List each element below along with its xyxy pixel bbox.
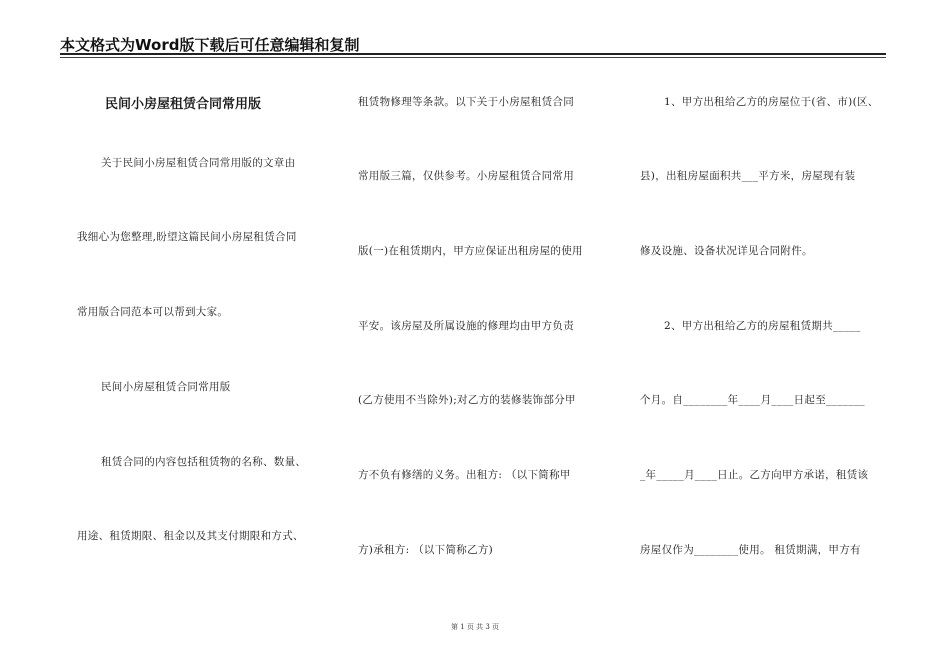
- page-number: 第 1 页 共 3 页: [450, 623, 500, 631]
- paragraph-line: 版(一)在租赁期内，甲方应保证出租房屋的使用: [358, 245, 583, 257]
- paragraph-line: 用途、租赁期限、租金以及其支付期限和方式、: [77, 530, 304, 542]
- paragraph-line: 平安。该房屋及所属设施的修理均由甲方负责: [358, 320, 574, 332]
- paragraph-line: 方)承租方: （以下简称乙方): [358, 544, 494, 556]
- document-title: 民间小房屋租赁合同常用版: [105, 97, 262, 112]
- section-heading: 民间小房屋租赁合同常用版: [101, 381, 231, 393]
- paragraph-line: 个月。自________年____月____日起至_______: [640, 394, 865, 406]
- paragraph-line: 县)，出租房屋面积共___平方米，房屋现有装: [640, 170, 856, 182]
- paragraph-line: _年_____月____日止。乙方向甲方承诺，租赁该: [640, 469, 869, 481]
- paragraph-line: 方不负有修缮的义务。出租方: （以下简称甲: [358, 469, 571, 481]
- paragraph-line: 租赁物修理等条款。以下关于小房屋租赁合同: [358, 96, 574, 108]
- paragraph-line: (乙方使用不当除外);对乙方的装修装饰部分甲: [358, 394, 576, 406]
- paragraph-line: 我细心为您整理,盼望这篇民间小房屋租赁合同: [77, 231, 297, 243]
- paragraph-line: 1、甲方出租给乙方的房屋位于(省、市)(区、: [664, 96, 879, 108]
- header-rule: [60, 53, 886, 55]
- paragraph-line: 租赁合同的内容包括租赁物的名称、数量、: [101, 456, 307, 468]
- paragraph-line: 常用版合同范本可以帮到大家。: [77, 306, 229, 318]
- header-rule-thin: [60, 57, 886, 58]
- document-header: 本文格式为Word版下载后可任意编辑和复制: [60, 36, 360, 54]
- paragraph-line: 常用版三篇，仅供参考。小房屋租赁合同常用: [358, 170, 574, 182]
- paragraph-line: 房屋仅作为________使用。 租赁期满，甲方有: [640, 544, 861, 556]
- paragraph-line: 修及设施、设备状况详见合同附件。: [640, 245, 813, 257]
- paragraph-line: 2、甲方出租给乙方的房屋租赁期共_____: [664, 320, 861, 332]
- paragraph-line: 关于民间小房屋租赁合同常用版的文章由: [101, 157, 296, 169]
